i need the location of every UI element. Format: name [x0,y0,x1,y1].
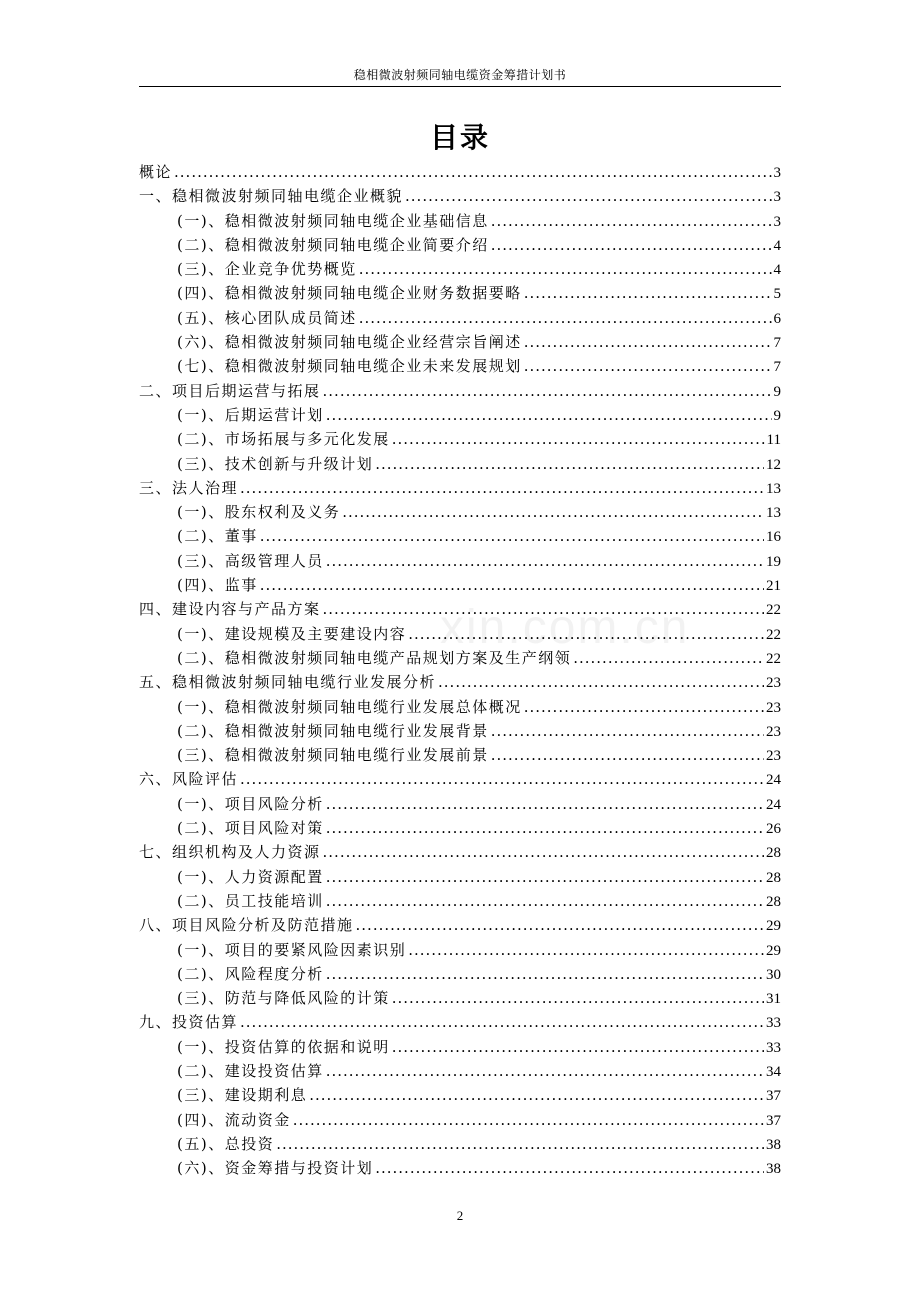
toc-entry[interactable] [139,524,781,548]
toc-dot-leader [309,1083,764,1107]
toc-entry[interactable] [139,597,781,621]
toc-dot-leader [356,913,764,937]
watermark: xin.com.cn [440,601,690,654]
toc-entry[interactable] [139,233,781,257]
toc-entry-page: 38 [766,1136,781,1153]
toc-entry-page: 26 [766,821,781,838]
toc-entry[interactable] [139,840,781,864]
toc-entry[interactable] [139,670,781,694]
toc-title: 目录 [429,121,490,154]
toc-entry[interactable] [139,743,781,767]
toc-entry[interactable] [139,354,781,378]
toc-dot-leader [524,695,764,719]
toc-entry-label: (二)、市场拓展与多元化发展 [177,430,390,449]
toc-entry[interactable] [139,1083,781,1107]
toc-entry-page: 22 [766,626,781,643]
toc-entry-label: (二)、风险程度分析 [177,964,324,983]
toc-dot-leader [375,452,764,476]
toc-dot-leader [438,670,764,694]
toc-entry[interactable] [139,452,781,476]
toc-entry-page: 4 [773,237,781,254]
toc-entry[interactable] [139,573,781,597]
toc-entry-page: 24 [766,772,781,789]
toc-entry-page: 13 [766,505,781,522]
toc-entry-label: (一)、股东权利及义务 [177,503,341,522]
toc-entry[interactable] [139,1156,781,1180]
toc-entry-page: 30 [766,966,781,983]
toc-entry[interactable] [139,719,781,743]
toc-entry-page: 19 [766,553,781,570]
toc-dot-leader [392,1035,764,1059]
toc-entry-label: (一)、稳相微波射频同轴电缆行业发展总体概况 [177,697,522,716]
toc-entry-label: 八、项目风险分析及防范措施 [139,916,354,935]
toc-entry[interactable] [139,913,781,937]
toc-entry-label: (二)、项目风险对策 [177,819,324,838]
toc-dot-leader [323,379,772,403]
toc-entry-label: (二)、建设投资估算 [177,1061,324,1080]
toc-dot-leader [524,281,772,305]
toc-entry-page: 3 [773,189,781,206]
toc-entry[interactable] [139,986,781,1010]
toc-dot-leader [326,1059,764,1083]
toc-entry-label: (六)、稳相微波射频同轴电缆企业经营宗旨阐述 [177,333,522,352]
toc-entry-page: 9 [773,383,781,400]
toc-entry[interactable] [139,281,781,305]
toc-entry-page: 4 [773,262,781,279]
toc-entry-page: 23 [766,723,781,740]
toc-entry-page: 3 [773,213,781,230]
toc-entry-page: 16 [766,529,781,546]
toc-entry-label: (二)、稳相微波射频同轴电缆行业发展背景 [177,721,489,740]
toc-entry-page: 37 [766,1088,781,1105]
toc-entry-label: (二)、董事 [177,527,258,546]
toc-entry[interactable] [139,622,781,646]
toc-entry-page: 28 [766,845,781,862]
toc-entry-label: (二)、员工技能培训 [177,891,324,910]
toc-dot-leader [326,816,764,840]
toc-entry-label: 三、法人治理 [139,478,239,497]
toc-entry-page: 29 [766,918,781,935]
toc-entry[interactable] [139,476,781,500]
toc-entry-label: (三)、企业竞争优势概览 [177,260,357,279]
toc-entry[interactable] [139,695,781,719]
toc-entry[interactable] [139,865,781,889]
toc-entry-page: 28 [766,893,781,910]
toc-entry-page: 33 [766,1015,781,1032]
toc-dot-leader [326,403,772,427]
toc-entry-label: 九、投资估算 [139,1013,239,1032]
toc-entry-page: 21 [766,578,781,595]
toc-dot-leader [326,962,764,986]
table-of-contents [139,160,781,1180]
toc-entry-label: (一)、投资估算的依据和说明 [177,1037,390,1056]
toc-dot-leader [260,524,764,548]
header-divider [139,86,781,87]
toc-dot-leader [408,938,764,962]
toc-entry-label: (七)、稳相微波射频同轴电缆企业未来发展规划 [177,357,522,376]
toc-dot-leader [240,1010,764,1034]
toc-entry-page: 22 [766,650,781,667]
toc-entry-label: (四)、监事 [177,576,258,595]
toc-dot-leader [491,209,772,233]
toc-entry-label: (一)、人力资源配置 [177,867,324,886]
toc-dot-leader [491,719,764,743]
toc-entry[interactable] [139,1132,781,1156]
toc-dot-leader [326,549,764,573]
toc-entry-page: 3 [773,165,781,181]
toc-entry-page: 33 [766,1039,781,1056]
toc-entry-page: 23 [766,748,781,765]
toc-entry-label: (六)、资金筹措与投资计划 [177,1159,374,1178]
toc-entry[interactable] [139,938,781,962]
toc-entry-label: 概论 [139,163,173,181]
toc-entry-label: 五、稳相微波射频同轴电缆行业发展分析 [139,673,437,692]
toc-entry[interactable] [139,379,781,403]
toc-entry-label: (一)、后期运营计划 [177,405,324,424]
toc-dot-leader [342,500,764,524]
toc-entry[interactable] [139,889,781,913]
toc-entry-page: 7 [773,359,781,376]
toc-dot-leader [260,573,764,597]
toc-entry-page: 7 [773,335,781,352]
toc-entry[interactable] [139,1035,781,1059]
toc-dot-leader [491,743,764,767]
toc-dot-leader [326,865,764,889]
toc-dot-leader [375,1156,764,1180]
toc-entry-page: 28 [766,869,781,886]
toc-entry-page: 31 [766,991,781,1008]
toc-dot-leader [392,427,765,451]
toc-entry-label: (三)、稳相微波射频同轴电缆行业发展前景 [177,746,489,765]
toc-dot-leader [240,476,764,500]
toc-entry-page: 23 [766,699,781,716]
toc-entry-page: 6 [773,310,781,327]
toc-entry[interactable] [139,306,781,330]
toc-entry[interactable] [139,209,781,233]
toc-entry[interactable] [139,184,781,208]
toc-entry[interactable] [139,403,781,427]
toc-dot-leader [276,1132,764,1156]
toc-dot-leader [491,233,772,257]
toc-entry-label: (三)、建设期利息 [177,1086,308,1105]
toc-entry[interactable] [139,257,781,281]
toc-entry-label: 二、项目后期运营与拓展 [139,381,321,400]
toc-entry[interactable] [139,330,781,354]
toc-entry[interactable] [139,160,781,184]
toc-entry[interactable] [139,549,781,573]
toc-entry-label: (一)、稳相微波射频同轴电缆企业基础信息 [177,211,489,230]
page-header: 稳相微波射频同轴电缆资金筹措计划书 [353,68,567,82]
toc-entry-page: 24 [766,796,781,813]
toc-entry[interactable] [139,792,781,816]
toc-entry-page: 12 [766,456,781,473]
toc-entry-page: 34 [766,1063,781,1080]
toc-entry-label: (一)、项目的要紧风险因素识别 [177,940,407,959]
toc-entry-label: (五)、总投资 [177,1134,275,1153]
toc-entry-label: 六、风险评估 [139,770,239,789]
toc-entry-page: 37 [766,1112,781,1129]
toc-entry[interactable] [139,1108,781,1132]
toc-entry-page: 5 [773,286,781,303]
toc-entry-label: 七、组织机构及人力资源 [139,843,321,862]
toc-entry-label: (二)、稳相微波射频同轴电缆产品规划方案及生产纲领 [177,648,572,667]
toc-entry-page: 13 [766,480,781,497]
page-number: 2 [456,1208,464,1223]
toc-entry[interactable] [139,962,781,986]
toc-dot-leader [293,1108,764,1132]
toc-entry-label: 一、稳相微波射频同轴电缆企业概貌 [139,187,404,206]
toc-entry-page: 38 [766,1161,781,1178]
toc-dot-leader [408,622,764,646]
toc-entry-label: 四、建设内容与产品方案 [139,600,321,619]
toc-dot-leader [524,354,772,378]
toc-entry-page: 9 [773,407,781,424]
toc-dot-leader [323,840,764,864]
toc-dot-leader [405,184,771,208]
toc-dot-leader [392,986,764,1010]
toc-entry-page: 11 [766,432,781,449]
toc-entry-page: 22 [766,602,781,619]
toc-entry-label: (三)、技术创新与升级计划 [177,454,374,473]
toc-entry[interactable] [139,1010,781,1034]
toc-dot-leader [240,767,764,791]
toc-entry-label: (三)、防范与降低风险的计策 [177,989,390,1008]
toc-entry-label: (四)、稳相微波射频同轴电缆企业财务数据要略 [177,284,522,303]
toc-entry[interactable] [139,816,781,840]
toc-dot-leader [174,160,771,184]
toc-dot-leader [359,306,772,330]
toc-entry-label: (四)、流动资金 [177,1110,291,1129]
toc-entry-page: 23 [766,675,781,692]
toc-entry-label: (二)、稳相微波射频同轴电缆企业简要介绍 [177,235,489,254]
toc-dot-leader [359,257,772,281]
toc-entry-label: (一)、建设规模及主要建设内容 [177,624,407,643]
toc-entry[interactable] [139,1059,781,1083]
toc-entry-label: (三)、高级管理人员 [177,551,324,570]
toc-dot-leader [326,792,764,816]
toc-entry-page: 29 [766,942,781,959]
toc-entry[interactable] [139,646,781,670]
toc-entry[interactable] [139,427,781,451]
toc-dot-leader [573,646,764,670]
toc-dot-leader [323,597,764,621]
toc-entry-label: (五)、核心团队成员简述 [177,308,357,327]
toc-entry[interactable] [139,500,781,524]
toc-entry-label: (一)、项目风险分析 [177,794,324,813]
toc-entry[interactable] [139,767,781,791]
toc-dot-leader [524,330,772,354]
toc-dot-leader [326,889,764,913]
